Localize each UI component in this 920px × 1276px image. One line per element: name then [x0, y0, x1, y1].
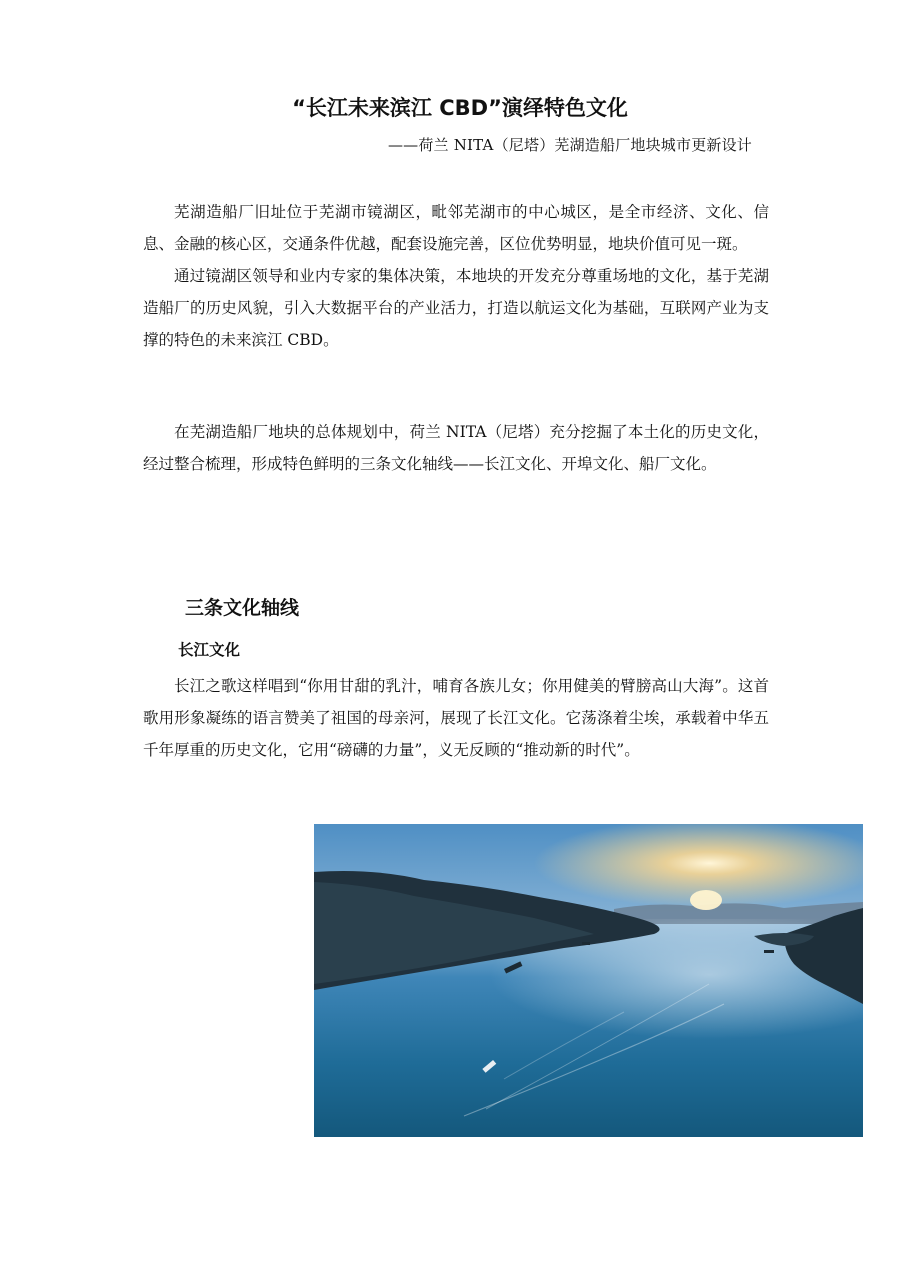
intro-text-continued: [143, 416, 769, 480]
section-paragraph: 长江之歌这样唱到“你用甘甜的乳汁，哺育各族儿女；你用健美的臂膀高山大海”。这首歌用形象凝练的语言赞美了祖国的母亲河，展现了长江文化。它荡涤着尘埃，承载着中华五千年厚重的历史文化，它用“磅礴的力量”，义无反顾的“推动新的时代”。: [143, 677, 769, 759]
intro-text: [143, 196, 769, 356]
intro-paragraph-3: 在芜湖造船厂地块的总体规划中，荷兰 NITA（尼塔）充分挖掘了本土化的历史文化，经过整合梳理，形成特色鲜明的三条文化轴线——长江文化、开埠文化、船厂文化。: [143, 423, 769, 473]
yangtze-river-photo: [314, 824, 863, 1137]
section-text: [143, 670, 769, 766]
intro-paragraph-1: 芜湖造船厂旧址位于芜湖市镜湖区，毗邻芜湖市的中心城区，是全市经济、文化、信息、金融的核心区，交通条件优越，配套设施完善，区位优势明显，地块价值可见一斑。: [143, 203, 769, 253]
section-subheading: 长江文化: [178, 641, 241, 659]
document-subtitle: ——荷兰 NITA（尼塔）芜湖造船厂地块城市更新设计: [387, 136, 752, 154]
document-title: “长江未来滨江 CBD”演绎特色文化: [292, 96, 628, 120]
intro-paragraph-2: 通过镜湖区领导和业内专家的集体决策，本地块的开发充分尊重场地的文化，基于芜湖造船厂的历史风貌，引入大数据平台的产业活力，打造以航运文化为基础，互联网产业为支撑的特色的未来滨江 CBD。: [143, 267, 769, 349]
section-heading: 三条文化轴线: [185, 597, 300, 619]
